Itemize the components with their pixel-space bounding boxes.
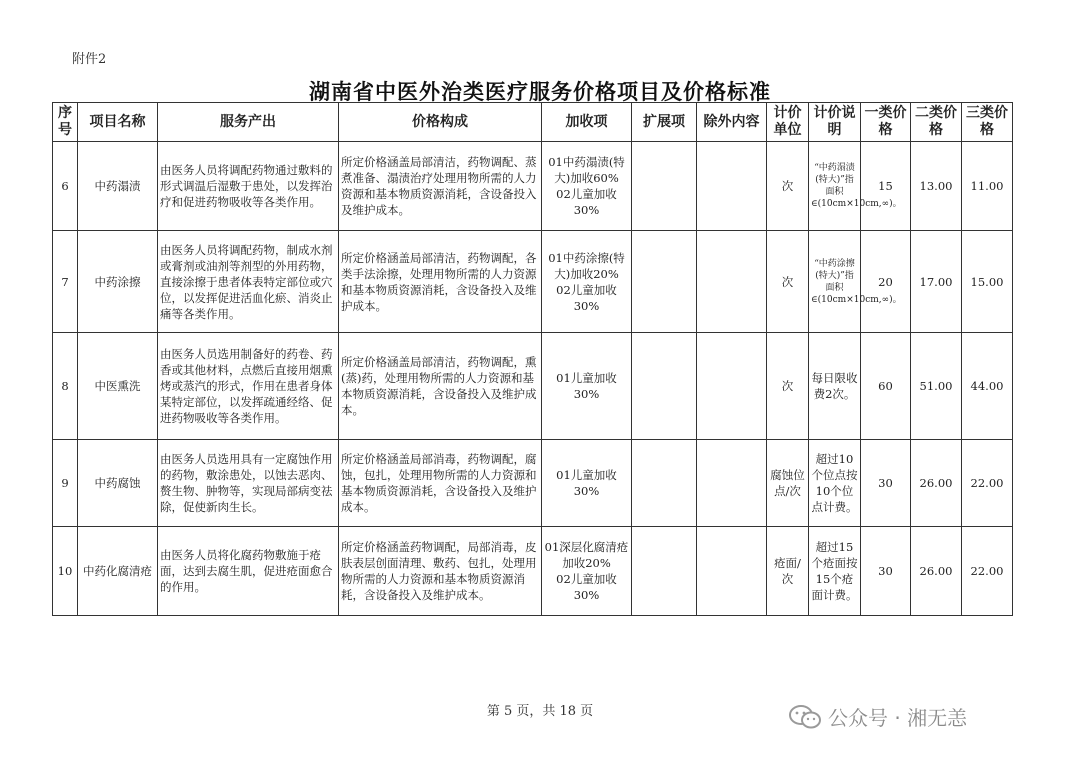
attachment-label: 附件2	[72, 52, 107, 67]
header-price-class1: 一类价格	[861, 103, 911, 142]
cell-composition: 所定价格涵盖局部清洁，药物调配、蒸煮准备、溻渍治疗处理用物所需的人力资源和基本物质资源消耗，含设备投入及维护成本。	[339, 142, 542, 231]
page-title: 湖南省中医外治类医疗服务价格项目及价格标准	[309, 80, 771, 104]
cell-price-class3: 22.00	[962, 440, 1013, 527]
cell-unit: 腐蚀位点/次	[767, 440, 809, 527]
header-unit: 计价单位	[767, 103, 809, 142]
cell-note: “中药溻渍(特大)”指面积∈(10cm×10cm,∞)。	[809, 142, 861, 231]
table-row	[53, 440, 1013, 527]
cell-unit: 次	[767, 142, 809, 231]
cell-name: 中药涂擦	[78, 231, 158, 333]
cell-note: 超过15个疮面按15个疮面计费。	[809, 527, 861, 616]
cell-output: 由医务人员选用制备好的药卷、药香或其他材料，点燃后直接用烟熏烤或蒸汽的形式，作用在患者身体某特定部位，以发挥疏通经络、促进药物吸收等各类作用。	[158, 333, 339, 440]
page-number: 第 5 页，共 18 页	[486, 704, 594, 719]
cell-price-class2: 26.00	[911, 440, 962, 527]
cell-price-class3: 44.00	[962, 333, 1013, 440]
cell-extension	[632, 142, 697, 231]
cell-surcharge: 01中药溻渍(特大)加收60% 02儿童加收30%	[542, 142, 632, 231]
cell-extension	[632, 333, 697, 440]
cell-output: 由医务人员将调配药物，制成水剂或膏剂或油剂等剂型的外用药物，直接涂擦于患者体表特定部位或穴位，以发挥促进活血化瘀、消炎止痛等各类作用。	[158, 231, 339, 333]
cell-unit: 次	[767, 333, 809, 440]
cell-extension	[632, 231, 697, 333]
cell-seq: 7	[53, 231, 78, 333]
cell-price-class2: 26.00	[911, 527, 962, 616]
cell-name: 中医熏洗	[78, 333, 158, 440]
cell-seq: 9	[53, 440, 78, 527]
header-composition: 价格构成	[339, 103, 542, 142]
cell-price-class2: 51.00	[911, 333, 962, 440]
cell-seq: 8	[53, 333, 78, 440]
header-price-class3: 三类价格	[962, 103, 1013, 142]
cell-surcharge: 01深层化腐清疮加收20% 02儿童加收30%	[542, 527, 632, 616]
cell-output: 由医务人员选用具有一定腐蚀作用的药物，敷涂患处，以蚀去恶肉、赘生物、肿物等，实现局部病变祛除，促使新肉生长。	[158, 440, 339, 527]
cell-price-class1: 30	[861, 440, 911, 527]
cell-unit: 次	[767, 231, 809, 333]
cell-surcharge: 01中药涂擦(特大)加收20% 02儿童加收30%	[542, 231, 632, 333]
price-table	[52, 102, 1013, 616]
cell-note: “中药涂擦(特大)”指面积∈(10cm×10cm,∞)。	[809, 231, 861, 333]
table-header-row	[53, 103, 1013, 142]
cell-price-class3: 15.00	[962, 231, 1013, 333]
cell-price-class2: 13.00	[911, 142, 962, 231]
watermark	[788, 702, 967, 731]
header-surcharge: 加收项	[542, 103, 632, 142]
cell-note: 每日限收费2次。	[809, 333, 861, 440]
cell-seq: 6	[53, 142, 78, 231]
cell-price-class1: 15	[861, 142, 911, 231]
cell-name: 中药化腐清疮	[78, 527, 158, 616]
cell-seq: 10	[53, 527, 78, 616]
header-seq: 序号	[53, 103, 78, 142]
cell-composition: 所定价格涵盖局部消毒，药物调配，腐蚀，包扎，处理用物所需的人力资源和基本物质资源消耗，含设备投入及维护成本。	[339, 440, 542, 527]
cell-name: 中药溻渍	[78, 142, 158, 231]
table-row	[53, 333, 1013, 440]
cell-surcharge: 01儿童加收30%	[542, 440, 632, 527]
wechat-icon	[788, 704, 822, 730]
cell-extension	[632, 527, 697, 616]
cell-composition: 所定价格涵盖药物调配，局部消毒，皮肤表层创面清理、敷药、包扎，处理用物所需的人力资源和基本物质资源消耗，含设备投入及维护成本。	[339, 527, 542, 616]
cell-price-class1: 20	[861, 231, 911, 333]
header-exclusion: 除外内容	[697, 103, 767, 142]
header-name: 项目名称	[78, 103, 158, 142]
header-output: 服务产出	[158, 103, 339, 142]
header-price-class2: 二类价格	[911, 103, 962, 142]
cell-price-class2: 17.00	[911, 231, 962, 333]
cell-composition: 所定价格涵盖局部清洁，药物调配，熏(蒸)药，处理用物所需的人力资源和基本物质资源消耗，含设备投入及维护成本。	[339, 333, 542, 440]
cell-exclusion	[697, 333, 767, 440]
cell-unit: 疮面/次	[767, 527, 809, 616]
cell-note: 超过10个位点按10个位点计费。	[809, 440, 861, 527]
cell-price-class3: 11.00	[962, 142, 1013, 231]
cell-name: 中药腐蚀	[78, 440, 158, 527]
cell-extension	[632, 440, 697, 527]
cell-exclusion	[697, 440, 767, 527]
cell-composition: 所定价格涵盖局部清洁，药物调配，各类手法涂擦，处理用物所需的人力资源和基本物质资源消耗，含设备投入及维护成本。	[339, 231, 542, 333]
cell-price-class1: 60	[861, 333, 911, 440]
cell-output: 由医务人员将化腐药物敷施于疮面，达到去腐生肌，促进疮面愈合的作用。	[158, 527, 339, 616]
cell-exclusion	[697, 231, 767, 333]
cell-output: 由医务人员将调配药物通过敷料的形式调温后湿敷于患处，以发挥治疗和促进药物吸收等各类作用。	[158, 142, 339, 231]
header-note: 计价说明	[809, 103, 861, 142]
watermark-text: 公众号 · 湘无恙	[828, 706, 968, 730]
table-row	[53, 142, 1013, 231]
table-row	[53, 527, 1013, 616]
header-extension: 扩展项	[632, 103, 697, 142]
cell-price-class3: 22.00	[962, 527, 1013, 616]
cell-price-class1: 30	[861, 527, 911, 616]
cell-surcharge: 01儿童加收30%	[542, 333, 632, 440]
cell-exclusion	[697, 142, 767, 231]
table-row	[53, 231, 1013, 333]
cell-exclusion	[697, 527, 767, 616]
